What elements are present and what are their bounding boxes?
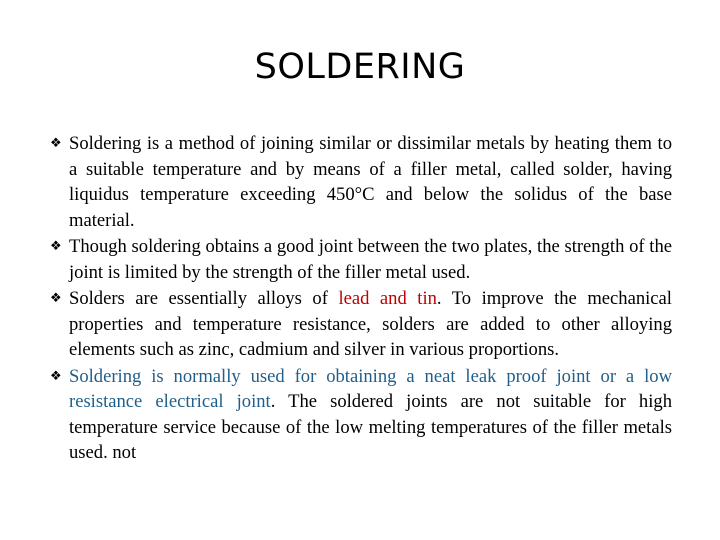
bullet-text-part: Solders are essentially alloys of	[69, 288, 339, 309]
bullet-text: Though soldering obtains a good joint between the two plates, the strength of the joint is limited by the strength of the filler metal used.	[69, 236, 672, 283]
bullet-item	[50, 364, 672, 466]
diamond-bullet-icon: ❖	[50, 368, 62, 384]
highlight-blue-text: Soldering is normally used for obtaining a neat leak proof joint or a low resistance electrical joint	[69, 365, 672, 412]
bullet-item	[50, 131, 672, 233]
diamond-bullet-icon: ❖	[50, 291, 62, 306]
diamond-bullet-icon: ❖	[50, 239, 62, 254]
bullet-list	[50, 131, 672, 467]
slide-title: SOLDERING	[254, 47, 466, 87]
bullet-text-part: . The soldered joints are not suitable for high temperature service because of the low melting temperatures of the filler metals used. not	[69, 391, 672, 463]
bullet-item	[50, 234, 672, 285]
highlight-red-text: lead and tin	[338, 288, 437, 309]
bullet-text: Soldering is a method of joining similar or dissimilar metals by heating them to a suitable temperature and by means of a filler metal, called solder, having liquidus temperature exceeding 450°C and below the solidus of the base material.	[69, 133, 672, 231]
bullet-text	[69, 288, 672, 360]
bullet-item	[50, 286, 672, 363]
bullet-text-part: . To improve the mechanical properties and temperature resistance, solders are added to other alloying elements such as zinc, cadmium and silver in various proportions.	[69, 288, 672, 360]
diamond-bullet-icon: ❖	[50, 136, 62, 151]
bullet-text	[69, 366, 672, 464]
